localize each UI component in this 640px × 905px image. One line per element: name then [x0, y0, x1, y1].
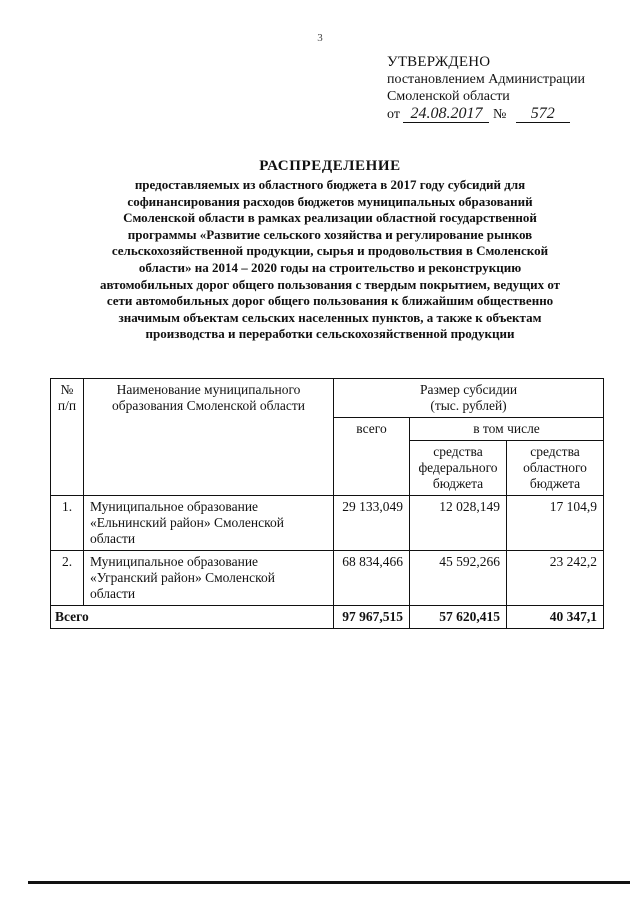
row-municipality — [84, 551, 334, 606]
header-federal-line: бюджета — [432, 476, 484, 491]
subtitle-line: производства и переработки сельскохозяйственной продукции — [145, 326, 515, 342]
row-municipality-line: области — [90, 531, 136, 546]
row-municipality-line: области — [90, 586, 136, 601]
totals-federal: 57 620,415 — [410, 606, 507, 629]
row-total: 68 834,466 — [334, 551, 410, 606]
header-num-line: п/п — [57, 398, 77, 413]
table-row — [51, 551, 604, 606]
approval-date-line — [387, 105, 627, 123]
subtitle-line: области» на 2014 – 2020 годы на строительство и реконструкцию — [138, 259, 522, 275]
header-size-line: Размер субсидии — [419, 382, 518, 397]
subtitle-line: программы «Развитие сельского хозяйства и регулирование рынков — [127, 226, 533, 242]
row-num: 1. — [51, 496, 84, 551]
header-size-line: (тыс. рублей) — [430, 398, 507, 413]
row-federal: 12 028,149 — [410, 496, 507, 551]
row-total: 29 133,049 — [334, 496, 410, 551]
subtitle-line: автомобильных дорог общего пользования с твердым покрытием, ведущих от — [99, 276, 561, 292]
approval-title: УТВЕРЖДЕНО — [387, 54, 491, 70]
totals-row — [51, 606, 604, 629]
handwritten-date: 24.08.2017 — [403, 105, 489, 123]
table-row — [51, 496, 604, 551]
totals-label: Всего — [51, 606, 334, 629]
subtitle-line: сельскохозяйственной продукции, сырья и продовольствия в Смоленской — [111, 243, 549, 259]
subtitle-line: предоставляемых из областного бюджета в 2017 году субсидий для — [134, 177, 526, 192]
header-regional-line: бюджета — [529, 476, 581, 491]
subtitle-line: софинансирования расходов бюджетов муниципальных образований — [127, 193, 533, 209]
subsidy-table — [50, 378, 604, 629]
row-municipality-line: «Ельнинский район» Смоленской — [90, 515, 284, 530]
header-num-line: № — [60, 382, 74, 397]
row-municipality-line: Муниципальное образование — [90, 499, 259, 514]
date-prefix: от — [387, 107, 400, 122]
approval-line-2: Смоленской области — [387, 89, 510, 104]
document-subtitle — [70, 177, 590, 343]
footer-rule — [28, 881, 630, 884]
header-name-line: Наименование муниципального — [116, 382, 301, 397]
row-federal: 45 592,266 — [410, 551, 507, 606]
row-municipality-line: «Угранский район» Смоленской — [90, 570, 275, 585]
header-including: в том числе — [410, 418, 604, 441]
header-federal — [410, 441, 507, 496]
approval-line-1: постановлением Администрации — [387, 72, 585, 87]
document-title: РАСПРЕДЕЛЕНИЕ — [259, 158, 401, 174]
document-heading — [70, 158, 590, 343]
header-total: всего — [334, 418, 410, 496]
subtitle-line: Смоленской области в рамках реализации областной государственной — [123, 210, 537, 226]
page-number: 3 — [317, 32, 323, 44]
table-header-row — [51, 379, 604, 418]
header-federal-line: средства — [433, 444, 483, 459]
header-regional-line: средства — [530, 444, 580, 459]
header-name-line: образования Смоленской области — [111, 398, 305, 413]
subtitle-line: сети автомобильных дорог общего пользования к ближайшим общественно — [106, 293, 554, 309]
row-regional: 17 104,9 — [507, 496, 604, 551]
handwritten-number: 572 — [516, 105, 570, 123]
number-prefix: № — [492, 107, 507, 122]
row-num: 2. — [51, 551, 84, 606]
header-name — [84, 379, 334, 496]
totals-total: 97 967,515 — [334, 606, 410, 629]
header-regional-line: областного — [523, 460, 587, 475]
header-subsidy-size — [334, 379, 604, 418]
row-regional: 23 242,2 — [507, 551, 604, 606]
header-regional — [507, 441, 604, 496]
row-municipality — [84, 496, 334, 551]
approval-block — [387, 54, 627, 123]
totals-regional: 40 347,1 — [507, 606, 604, 629]
header-num — [51, 379, 84, 496]
row-municipality-line: Муниципальное образование — [90, 554, 259, 569]
subtitle-line: значимым объектам сельских населенных пунктов, а также к объектам — [118, 309, 542, 325]
header-federal-line: федерального — [418, 460, 498, 475]
